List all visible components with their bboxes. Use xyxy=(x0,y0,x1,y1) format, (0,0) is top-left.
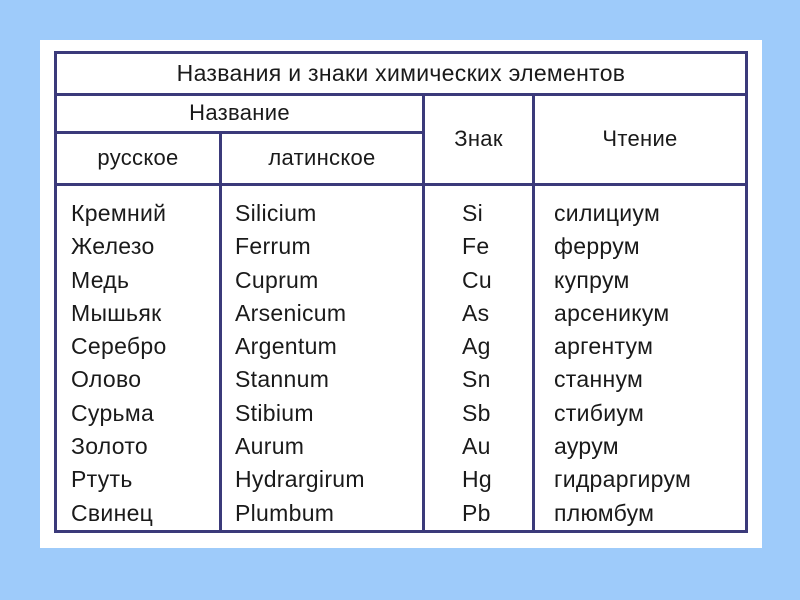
cell-russian: Мышьяк xyxy=(71,299,162,326)
column-russian xyxy=(71,197,167,530)
header-body-divider xyxy=(57,183,745,186)
cell-symbol: Sb xyxy=(462,399,491,426)
cell-reading: силициум xyxy=(554,200,661,226)
elements-table xyxy=(54,51,748,533)
cell-reading: гидраргирум xyxy=(554,466,692,493)
cell-russian: Золото xyxy=(71,433,149,460)
cell-latin: Arsenicum xyxy=(235,299,347,326)
column-symbol xyxy=(462,197,492,530)
cell-russian: Сурьма xyxy=(71,399,155,426)
cell-russian: Серебро xyxy=(71,333,167,360)
symbol-reading-divider xyxy=(532,96,535,530)
cell-latin: Plumbum xyxy=(235,499,335,526)
cell-russian: Железо xyxy=(71,233,155,260)
cell-symbol: Si xyxy=(462,200,484,226)
cell-reading: феррум xyxy=(554,233,640,260)
column-latin xyxy=(235,197,365,530)
cell-reading: аурум xyxy=(554,433,619,460)
header-name: Название xyxy=(189,100,290,125)
cell-symbol: Hg xyxy=(462,466,493,493)
cell-reading: аргентум xyxy=(554,333,654,360)
title-divider xyxy=(57,93,745,96)
cell-reading: арсеникум xyxy=(554,299,670,326)
cell-russian: Кремний xyxy=(71,200,167,226)
cell-symbol: Pb xyxy=(462,499,491,526)
cell-russian: Олово xyxy=(71,366,142,393)
header-latin: латинское xyxy=(268,145,376,170)
cell-symbol: Ag xyxy=(462,333,491,360)
cell-russian: Ртуть xyxy=(71,466,133,493)
name-symbol-divider xyxy=(422,96,425,530)
header-reading: Чтение xyxy=(602,126,678,151)
cell-latin: Aurum xyxy=(235,433,305,460)
name-subheader-divider xyxy=(57,131,425,134)
cell-latin: Stannum xyxy=(235,366,330,393)
cell-russian: Медь xyxy=(71,266,130,293)
cell-reading: станнум xyxy=(554,366,644,393)
cell-reading: плюмбум xyxy=(554,499,655,526)
cell-symbol: Cu xyxy=(462,266,493,293)
header-russian: русское xyxy=(97,145,179,170)
header-symbol: Знак xyxy=(454,126,503,151)
cell-symbol: Fe xyxy=(462,233,490,260)
cell-symbol: Sn xyxy=(462,366,491,393)
column-reading xyxy=(554,197,691,530)
cell-symbol: Au xyxy=(462,433,491,460)
russian-latin-divider xyxy=(219,134,222,530)
cell-latin: Cuprum xyxy=(235,266,319,293)
cell-reading: стибиум xyxy=(554,399,645,426)
cell-latin: Hydrargirum xyxy=(235,466,365,493)
cell-latin: Argentum xyxy=(235,333,338,360)
cell-russian: Свинец xyxy=(71,499,154,526)
slide xyxy=(40,40,762,548)
cell-latin: Ferrum xyxy=(235,233,311,260)
cell-reading: купрум xyxy=(554,266,630,293)
cell-symbol: As xyxy=(462,299,490,326)
cell-latin: Stibium xyxy=(235,399,314,426)
cell-latin: Silicium xyxy=(235,200,317,226)
table-title: Названия и знаки химических элементов xyxy=(176,60,626,86)
